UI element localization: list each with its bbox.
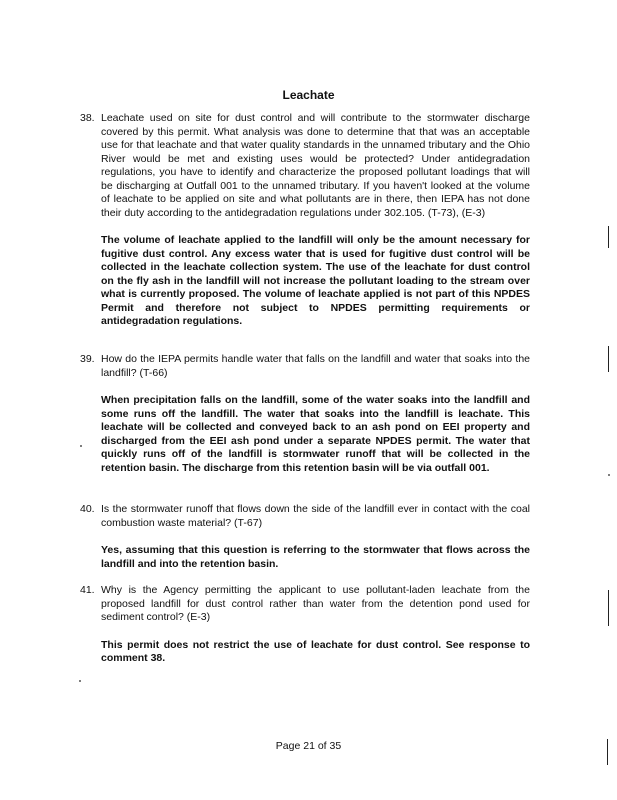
comment-number: 38. [80,112,95,124]
agency-response: The volume of leachate applied to the landfill will only be the amount necessary for fugitive dust control. Any excess water that is used for fugitive dust control will be collected in the leachate collection system. The use of the leachate for dust control on the fly ash in the landfill will not increase the pollutant loading to the stream over what is currently proposed. The volume of leachate applied is not part of this NPDES Permit and therefore not subject to NPDES permitting requirements or antidegradation regulations. [101,234,530,327]
scan-speck [608,474,610,476]
change-bar [607,739,608,765]
page-number: Page 21 of 35 [275,740,342,752]
change-bar [608,590,609,626]
agency-response: Yes, assuming that this question is referring to the stormwater that flows across the landfill and into the retention basin. [101,544,530,570]
comment-question: How do the IEPA permits handle water that falls on the landfill and water that soaks into the landfill? (T-66) [101,353,530,379]
change-bar [608,346,609,372]
comment-question: Is the stormwater runoff that flows down the side of the landfill ever in contact with the coal combustion waste material? (T-67) [101,503,530,529]
comment-question: Leachate used on site for dust control and will contribute to the stormwater discharge covered by this permit. What analysis was done to determine that that was an acceptable use for that leachate and that water quality standards in the unnamed tributary and the Ohio River would be met and existing uses would be protected? Under antidegradation regulations, you have to identify and characterize the proposed pollutant loadings that will be discharging at Outfall 001 to the unnamed tributary. If you haven't looked at the volume of leachate to be applied on site and what pollutants are in there, then IEPA has not done their duty according to the antidegradation regulations under 302.105. (T-73), (E-3) [101,112,530,219]
agency-response: When precipitation falls on the landfill, some of the water soaks into the landfill and some runs off the landfill. The water that soaks into the landfill is leachate. This leachate will be collected and conveyed back to an ash pond on EEI property and discharged from the EEI ash pond under a separate NPDES permit. The water that quickly runs off of the landfill is stormwater runoff that will be collected in the retention basin. The discharge from this retention basin will be via outfall 001. [101,394,530,474]
comment-question: Why is the Agency permitting the applicant to use pollutant-laden leachate from the proposed landfill for dust control rather than water from the detention pond used for sediment control? (E-3) [101,584,530,623]
comment-number: 39. [80,353,95,365]
comment-41 [80,584,530,666]
comment-number: 40. [80,503,95,515]
scan-speck [79,680,81,682]
change-bar [608,226,609,248]
comment-number: 41. [80,584,95,596]
comment-38 [80,112,530,329]
comment-39 [80,353,530,475]
comment-40 [80,503,530,571]
agency-response: This permit does not restrict the use of leachate for dust control. See response to comment 38. [101,638,530,664]
scan-speck [80,445,82,447]
page-title: Leachate [282,88,335,102]
